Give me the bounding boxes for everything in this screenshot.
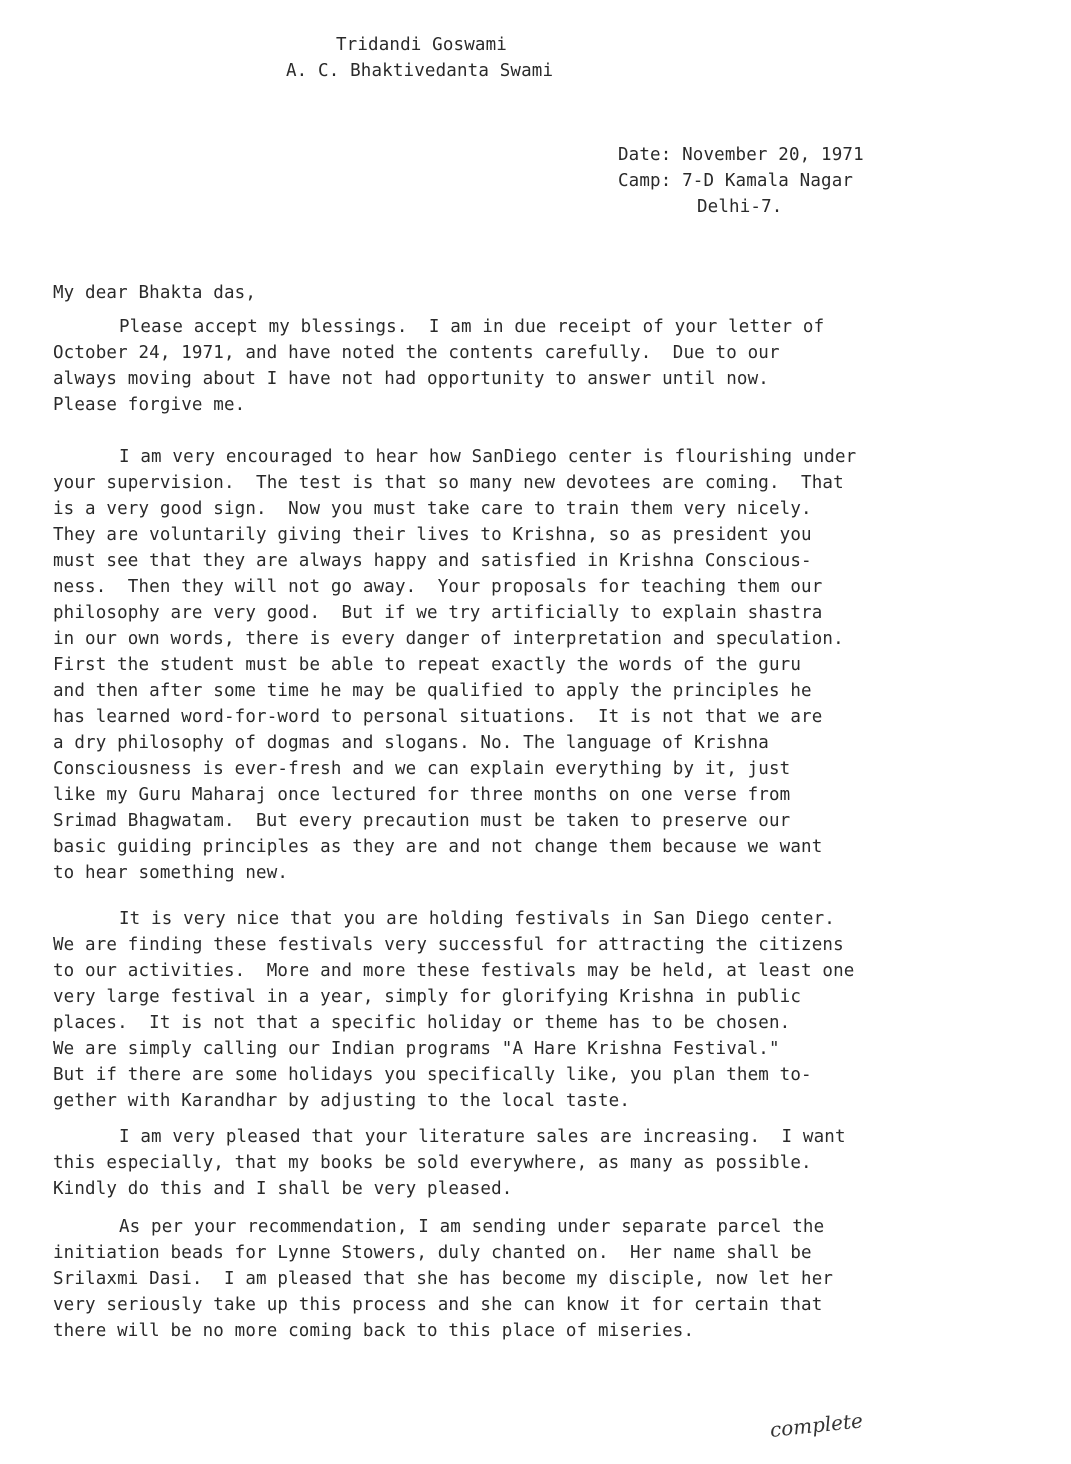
paragraph-line: is a very good sign. Now you must take care to train them very nicely.	[53, 499, 812, 519]
paragraph-line: Consciousness is ever-fresh and we can explain everything by it, just	[53, 759, 791, 779]
paragraph-line: Please forgive me.	[53, 395, 246, 415]
letter-camp: Camp: 7-D Kamala Nagar	[618, 171, 854, 191]
paragraph-line: They are voluntarily giving their lives to Krishna, so as president you	[53, 525, 812, 545]
paragraph-line: must see that they are always happy and satisfied in Krishna Conscious-	[53, 551, 812, 571]
paragraph-line: very seriously take up this process and she can know it for certain that	[53, 1295, 823, 1315]
paragraph-line: your supervision. The test is that so many new devotees are coming. That	[53, 473, 844, 493]
paragraph-line: We are simply calling our Indian programs "A Hare Krishna Festival."	[53, 1039, 780, 1059]
paragraph-4	[53, 1124, 1063, 1202]
paragraph-line: I am very encouraged to hear how SanDiego center is flourishing under	[119, 447, 857, 467]
paragraph-line: As per your recommendation, I am sending under separate parcel the	[119, 1217, 825, 1237]
paragraph-line: in our own words, there is every danger of interpretation and speculation.	[53, 629, 844, 649]
paragraph-line: like my Guru Maharaj once lectured for three months on one verse from	[53, 785, 791, 805]
paragraph-line: First the student must be able to repeat exactly the words of the guru	[53, 655, 802, 675]
paragraph-line: very large festival in a year, simply for glorifying Krishna in public	[53, 987, 802, 1007]
sender-name: Tridandi Goswami	[336, 35, 507, 55]
paragraph-line: Kindly do this and I shall be very pleased.	[53, 1179, 513, 1199]
paragraph-line: this especially, that my books be sold everywhere, as many as possible.	[53, 1153, 812, 1173]
paragraph-line: It is very nice that you are holding festivals in San Diego center.	[119, 909, 835, 929]
paragraph-line: But if there are some holidays you specifically like, you plan them to-	[53, 1065, 812, 1085]
paragraph-line: always moving about I have not had opportunity to answer until now.	[53, 369, 769, 389]
paragraph-3	[53, 906, 1063, 1114]
salutation: My dear Bhakta das,	[53, 283, 257, 303]
handwritten-annotation: complete	[768, 1408, 864, 1442]
paragraph-line: basic guiding principles as they are and not change them because we want	[53, 837, 823, 857]
paragraph-line: places. It is not that a specific holiday or theme has to be chosen.	[53, 1013, 791, 1033]
letter-date: Date: November 20, 1971	[618, 145, 864, 165]
paragraph-line: to our activities. More and more these festivals may be held, at least one	[53, 961, 855, 981]
letter-city: Delhi-7.	[697, 197, 783, 217]
paragraph-line: to hear something new.	[53, 863, 289, 883]
paragraph-line: Srimad Bhagwatam. But every precaution must be taken to preserve our	[53, 811, 791, 831]
paragraph-line: Please accept my blessings. I am in due receipt of your letter of	[119, 317, 825, 337]
paragraph-line: has learned word-for-word to personal situations. It is not that we are	[53, 707, 823, 727]
paragraph-line: I am very pleased that your literature sales are increasing. I want	[119, 1127, 846, 1147]
paragraph-line: gether with Karandhar by adjusting to the local taste.	[53, 1091, 631, 1111]
paragraph-2	[53, 444, 1063, 886]
paragraph-line: Srilaxmi Dasi. I am pleased that she has become my disciple, now let her	[53, 1269, 834, 1289]
paragraph-1	[53, 314, 1063, 418]
paragraph-5	[53, 1214, 1063, 1344]
paragraph-line: ness. Then they will not go away. Your proposals for teaching them our	[53, 577, 823, 597]
paragraph-line: and then after some time he may be qualified to apply the principles he	[53, 681, 812, 701]
paragraph-line: a dry philosophy of dogmas and slogans. No. The language of Krishna	[53, 733, 769, 753]
paragraph-line: We are finding these festivals very successful for attracting the citizens	[53, 935, 844, 955]
paragraph-line: initiation beads for Lynne Stowers, duly chanted on. Her name shall be	[53, 1243, 812, 1263]
paragraph-line: October 24, 1971, and have noted the contents carefully. Due to our	[53, 343, 780, 363]
sender-title: A. C. Bhaktivedanta Swami	[286, 61, 554, 81]
paragraph-line: philosophy are very good. But if we try artificially to explain shastra	[53, 603, 823, 623]
paragraph-line: there will be no more coming back to this place of miseries.	[53, 1321, 695, 1341]
